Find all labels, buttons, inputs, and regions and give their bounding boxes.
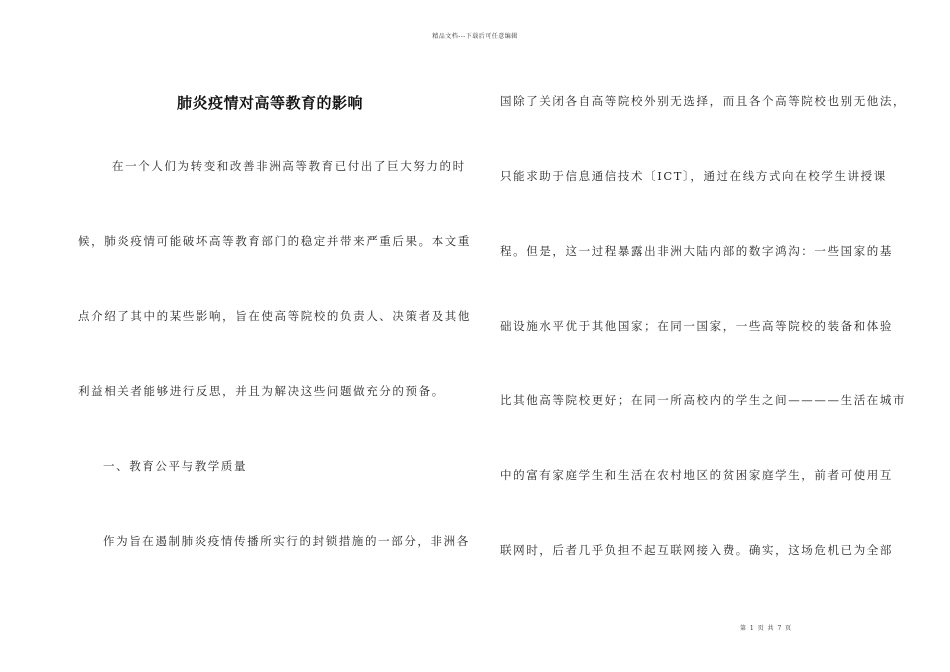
paragraph-line: 候，肺炎疫情可能破坏高等教育部门的稳定并带来严重后果。本文重 bbox=[78, 234, 471, 248]
document-title: 肺炎疫情对高等教育的影响 bbox=[176, 94, 363, 112]
paragraph-line: 础设施水平优于其他国家；在同一国家，一些高等院校的装备和体验 bbox=[500, 319, 893, 333]
paragraph-line: 只能求助于信息通信技术〔ICT〕，通过在线方式向在校学生讲授课 bbox=[500, 169, 887, 183]
page-number: 第 1 页 共 7 页 bbox=[740, 625, 793, 632]
paragraph-line: 程。但是，这一过程暴露出非洲大陆内部的数字鸿沟：一些国家的基 bbox=[500, 244, 893, 258]
header-note: 精品文档---下载后可任意编辑 bbox=[432, 33, 518, 40]
section-heading: 一、教育公平与教学质量 bbox=[103, 459, 248, 473]
paragraph-line: 在一个人们为转变和改善非洲高等教育已付出了巨大努力的时 bbox=[112, 159, 466, 173]
paragraph-line: 联网时，后者几乎负担不起互联网接入费。确实，这场危机已为全部 bbox=[500, 543, 893, 557]
paragraph-line: 点介绍了其中的某些影响，旨在使高等院校的负责人、决策者及其他 bbox=[78, 309, 471, 323]
paragraph-line: 中的富有家庭学生和生活在农村地区的贫困家庭学生，前者可使用互 bbox=[500, 468, 893, 482]
paragraph-line: 作为旨在遏制肺炎疫情传播所实行的封锁措施的一部分，非洲各 bbox=[103, 534, 470, 548]
paragraph-line: 利益相关者能够进行反思，并且为解决这些问题做充分的预备。 bbox=[78, 384, 445, 398]
paragraph-line: 比其他高等院校更好；在同一所高校内的学生之间————生活在城市 bbox=[500, 393, 907, 407]
paragraph-line: 国除了关闭各自高等院校外别无选择，而且各个高等院校也别无他法， bbox=[500, 94, 907, 108]
